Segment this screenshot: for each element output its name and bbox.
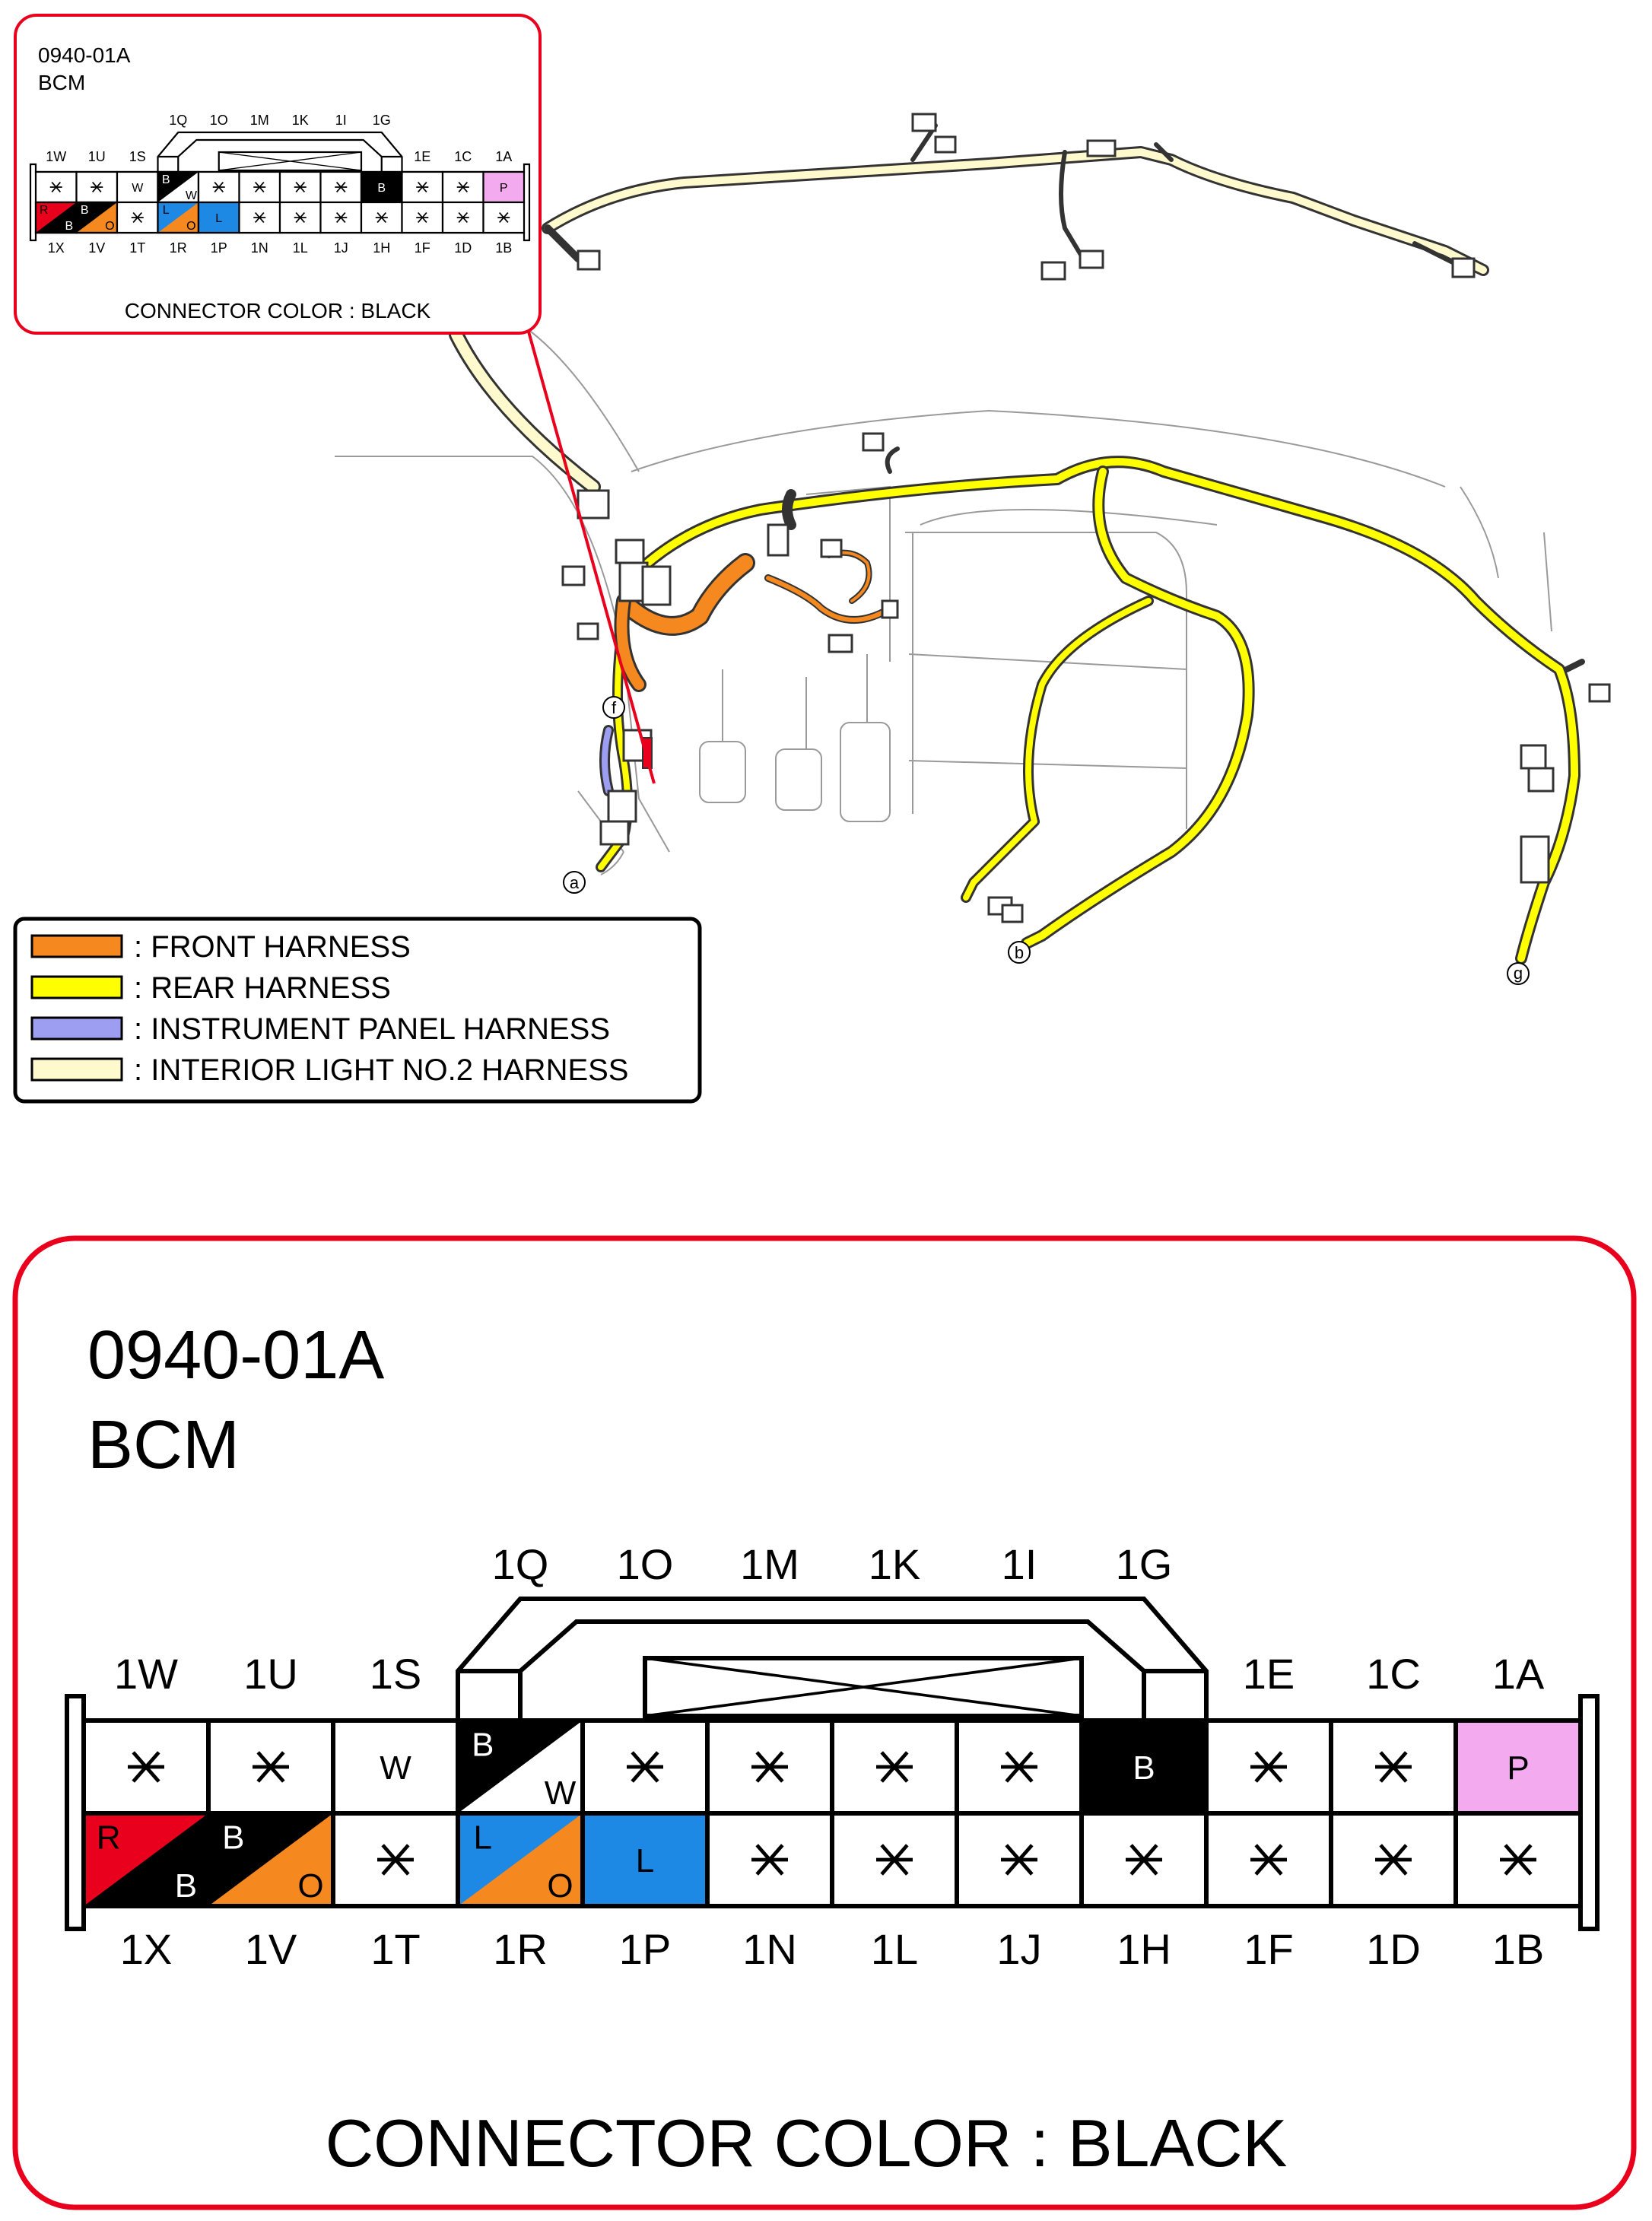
connector-pin — [484, 172, 525, 202]
connector-name: BCM — [87, 1407, 240, 1483]
ground-label-b: b — [1014, 943, 1025, 962]
pin-wire-color: L — [635, 1841, 655, 1879]
pin-number-label: 1L — [292, 240, 308, 256]
pin-number-label: 1J — [333, 240, 348, 256]
pin-wire-color: L — [473, 1819, 493, 1857]
pin-number-label: 1V — [244, 1925, 297, 1973]
connector-pin — [158, 202, 199, 233]
connector-pin — [240, 202, 281, 233]
pin-number-label: 1S — [369, 1650, 422, 1698]
inset-connector-name: BCM — [38, 71, 86, 94]
connector-pin — [361, 172, 402, 202]
connector-pin — [117, 202, 158, 233]
ground-label-a: a — [569, 873, 580, 892]
connector-pin — [117, 172, 158, 202]
connector-pin — [280, 202, 321, 233]
connector-pin — [158, 172, 199, 202]
pin-number-label: 1D — [454, 240, 472, 256]
pin-number-label: 1E — [1242, 1650, 1295, 1698]
pin-wire-color: O — [547, 1867, 573, 1905]
connector-pin — [199, 202, 240, 233]
pin-number-label: 1S — [129, 149, 146, 164]
connector-pin — [208, 1721, 333, 1813]
pin-wire-color: B — [80, 204, 89, 218]
pin-number-label: 1F — [414, 240, 430, 256]
connector-pin — [1206, 1813, 1331, 1906]
legend-swatch-rear — [32, 977, 122, 998]
connector-pin — [1456, 1813, 1581, 1906]
legend-label-rear: : REAR HARNESS — [134, 971, 391, 1005]
harness-legend — [15, 919, 700, 1101]
ground-point-b — [1009, 942, 1030, 963]
connector-pin — [1331, 1813, 1456, 1906]
pin-wire-color: W — [380, 1749, 411, 1787]
pin-number-label: 1O — [209, 113, 228, 128]
pin-wire-color: W — [185, 189, 197, 202]
pin-wire-color: W — [544, 1774, 577, 1812]
connector-pin — [1206, 1721, 1331, 1813]
connector-pin — [321, 172, 362, 202]
pin-wire-color: W — [132, 181, 144, 195]
pin-number-label: 1M — [249, 113, 269, 128]
pin-wire-color: B — [161, 173, 170, 187]
legend-label-instrument-panel: : INSTRUMENT PANEL HARNESS — [134, 1012, 611, 1046]
pin-wire-color: B — [377, 181, 386, 195]
connector-pin — [321, 202, 362, 233]
connector-pin — [832, 1721, 957, 1813]
pin-wire-color: O — [186, 220, 196, 233]
connector-pin — [402, 172, 443, 202]
pin-number-label: 1A — [1492, 1650, 1545, 1698]
pin-number-label: 1B — [1492, 1925, 1545, 1973]
connector-pin — [402, 202, 443, 233]
pin-number-label: 1N — [250, 240, 268, 256]
pin-wire-color: B — [174, 1867, 198, 1905]
pin-wire-color: P — [499, 181, 508, 195]
connector-pin — [1082, 1813, 1206, 1906]
pin-number-label: 1U — [87, 149, 106, 164]
connector-code: 0940-01A — [87, 1317, 385, 1393]
pin-wire-color: L — [162, 204, 170, 218]
legend-label-interior-light: : INTERIOR LIGHT NO.2 HARNESS — [134, 1053, 629, 1087]
connector-pin — [484, 202, 525, 233]
pin-number-label: 1M — [740, 1540, 799, 1588]
pin-number-label: 1K — [868, 1540, 921, 1588]
pin-wire-color: B — [472, 1726, 494, 1764]
pin-wire-color: R — [96, 1819, 121, 1857]
connector-pin — [77, 202, 118, 233]
connector-pin — [361, 202, 402, 233]
pin-number-label: 1P — [210, 240, 227, 256]
pin-number-label: 1I — [335, 113, 347, 128]
legend-swatch-front — [32, 936, 122, 957]
connector-pin — [443, 172, 484, 202]
pin-number-label: 1I — [1001, 1540, 1037, 1588]
ground-point-f — [603, 697, 624, 718]
pin-number-label: 1X — [47, 240, 65, 256]
connector-pin — [1456, 1721, 1581, 1813]
pin-number-label: 1A — [495, 149, 513, 164]
pin-number-label: 1G — [1115, 1540, 1173, 1588]
pin-number-label: 1T — [370, 1925, 421, 1973]
connector-pin — [583, 1721, 707, 1813]
connector-pin — [458, 1813, 583, 1906]
connector-pin — [707, 1721, 832, 1813]
pin-number-label: 1H — [373, 240, 391, 256]
ground-label-f: f — [611, 698, 617, 717]
pin-number-label: 1R — [493, 1925, 548, 1973]
pin-wire-color: B — [222, 1819, 245, 1857]
connector-pin — [84, 1721, 208, 1813]
inset-connector-color-note: CONNECTOR COLOR : BLACK — [124, 299, 431, 323]
connector-pin — [208, 1813, 333, 1906]
pin-wire-color: O — [297, 1867, 324, 1905]
pin-wire-color: P — [1507, 1749, 1530, 1787]
pin-number-label: 1O — [616, 1540, 674, 1588]
connector-pin — [707, 1813, 832, 1906]
connector-pin — [583, 1813, 707, 1906]
connector-pin — [1082, 1721, 1206, 1813]
connector-color-note: CONNECTOR COLOR : BLACK — [325, 2105, 1288, 2181]
connector-pin — [240, 172, 281, 202]
pin-number-label: 1G — [372, 113, 391, 128]
legend-label-front: : FRONT HARNESS — [134, 930, 411, 964]
connector-detail-panel — [15, 1238, 1634, 2207]
connector-pin — [36, 202, 77, 233]
pin-number-label: 1B — [495, 240, 513, 256]
connector-pin — [84, 1813, 208, 1906]
pin-wire-color: L — [215, 211, 223, 225]
pin-number-label: 1H — [1117, 1925, 1171, 1973]
pin-number-label: 1Q — [491, 1540, 549, 1588]
connector-pin — [957, 1721, 1082, 1813]
connector-pin — [832, 1813, 957, 1906]
connector-pin — [36, 172, 77, 202]
pin-number-label: 1P — [618, 1925, 672, 1973]
pin-wire-color: B — [65, 220, 74, 233]
pin-number-label: 1X — [119, 1925, 173, 1973]
connector-pin — [443, 202, 484, 233]
ground-label-g: g — [1513, 964, 1523, 983]
pin-number-label: 1Q — [169, 113, 188, 128]
pin-number-label: 1K — [291, 113, 309, 128]
pin-number-label: 1V — [88, 240, 106, 256]
pin-number-label: 1D — [1366, 1925, 1421, 1973]
ground-point-g — [1507, 963, 1529, 984]
pin-wire-color: R — [39, 204, 49, 218]
pin-number-label: 1R — [169, 240, 187, 256]
connector-pin — [333, 1721, 458, 1813]
pin-number-label: 1T — [129, 240, 146, 256]
inset-callout — [15, 15, 540, 333]
pin-number-label: 1N — [742, 1925, 797, 1973]
pin-number-label: 1E — [414, 149, 431, 164]
ground-point-a — [564, 872, 585, 893]
pin-number-label: 1C — [454, 149, 472, 164]
pin-number-label: 1C — [1366, 1650, 1421, 1698]
pin-number-label: 1J — [996, 1925, 1042, 1973]
legend-swatch-instrument-panel — [32, 1018, 122, 1039]
pin-wire-color: O — [105, 220, 115, 233]
pin-wire-color: B — [1133, 1749, 1155, 1787]
pin-number-label: 1L — [870, 1925, 919, 1973]
inset-connector-code: 0940-01A — [38, 43, 131, 67]
connector-pin — [333, 1813, 458, 1906]
connector-pin — [458, 1721, 583, 1813]
legend-swatch-interior-light — [32, 1059, 122, 1080]
pin-number-label: 1U — [243, 1650, 298, 1698]
pin-number-label: 1F — [1244, 1925, 1294, 1973]
connector-pin — [199, 172, 240, 202]
connector-pin — [1331, 1721, 1456, 1813]
connector-pin — [77, 172, 118, 202]
pin-number-label: 1W — [46, 149, 67, 164]
connector-pin — [957, 1813, 1082, 1906]
pin-number-label: 1W — [114, 1650, 178, 1698]
connector-pin — [280, 172, 321, 202]
